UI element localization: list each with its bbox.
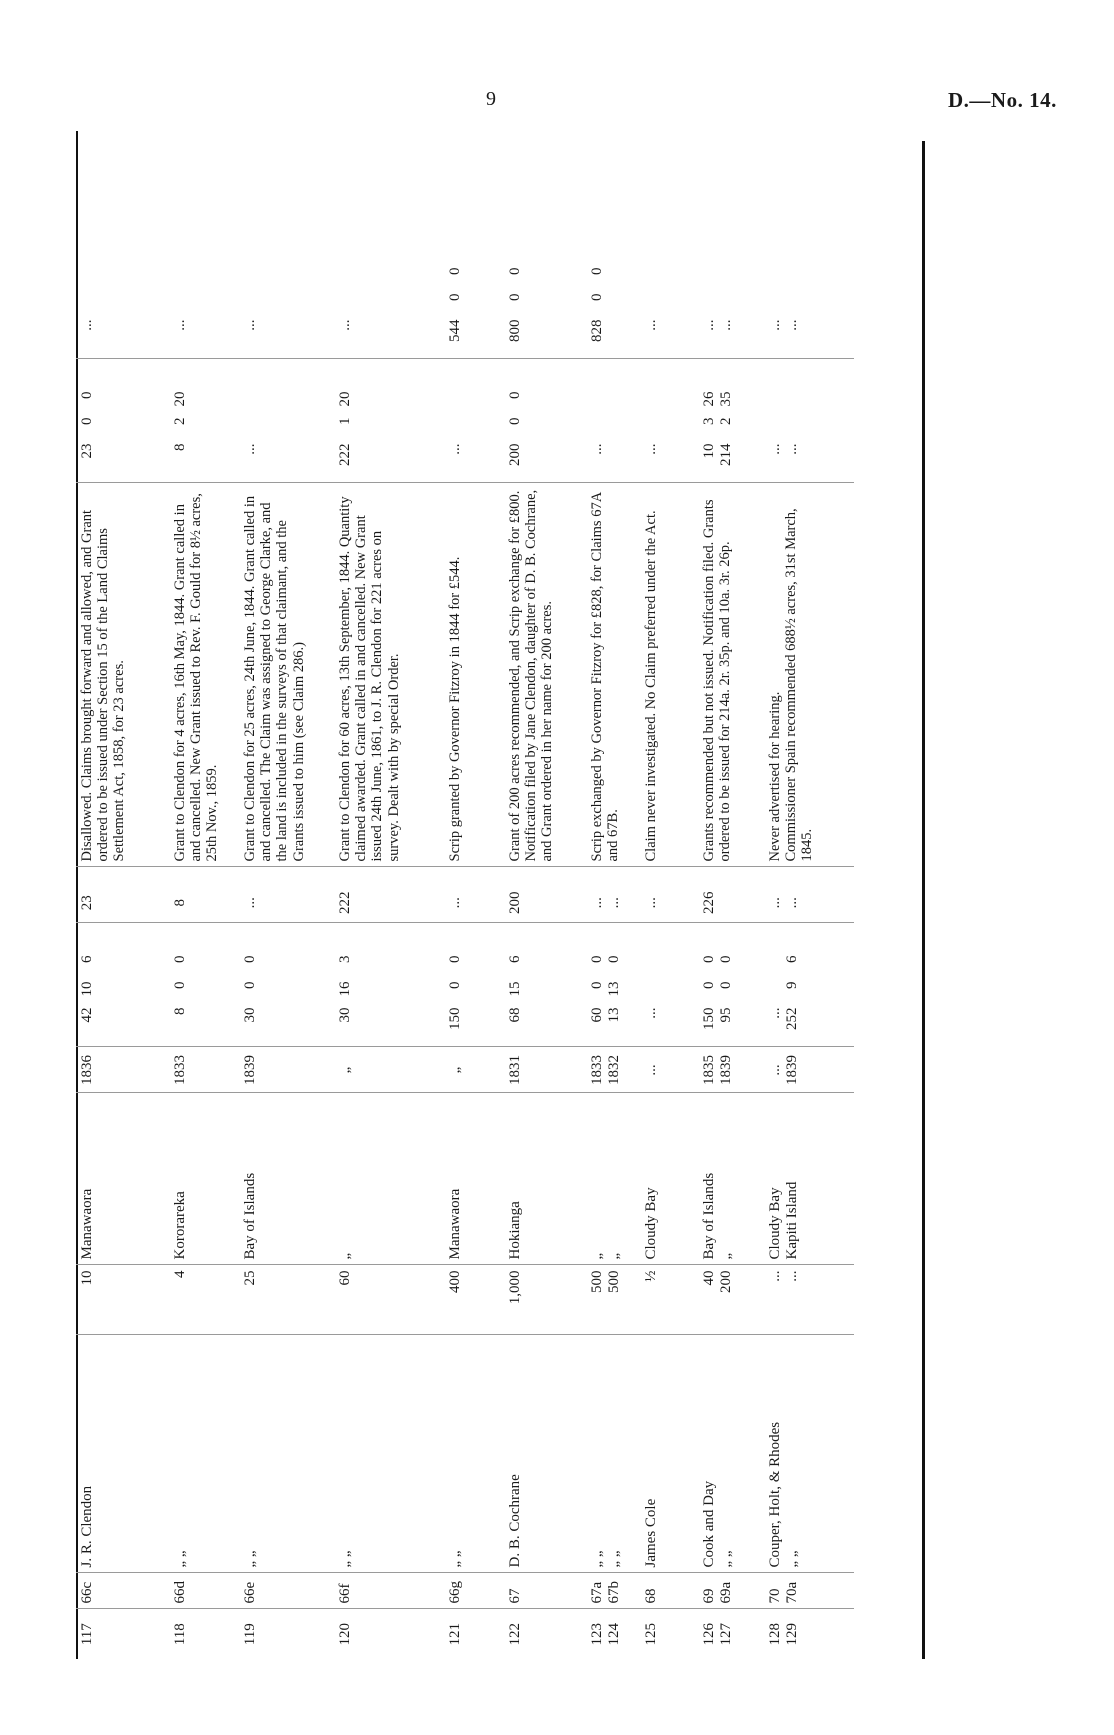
claim-remarks bbox=[76, 483, 169, 867]
scrip-value bbox=[239, 201, 334, 359]
brace-gap bbox=[764, 867, 854, 883]
claim-number bbox=[698, 1573, 764, 1609]
claim-remarks bbox=[239, 483, 334, 867]
claim-row bbox=[764, 131, 854, 1659]
acres-claimed-text: 10 bbox=[79, 1270, 95, 1286]
surveyed-area-p: 0 bbox=[79, 391, 95, 399]
row-number-text: 120 bbox=[337, 1623, 353, 1646]
scrip-value bbox=[698, 201, 764, 359]
surveyed-area-r: 1 bbox=[337, 417, 353, 425]
claimant-name-text: D. B. Cochrane bbox=[507, 1474, 523, 1568]
acres-claimed-text: 40 200 bbox=[701, 1270, 735, 1293]
scrip-value-s: 0 bbox=[447, 293, 463, 301]
claim-number-text: 66d bbox=[172, 1581, 188, 1604]
claim-remarks-text: Claim never investigated. No Claim preferred under the Act. bbox=[643, 510, 659, 862]
purchase-value bbox=[764, 923, 854, 1047]
acres-awarded bbox=[698, 883, 764, 923]
purchase-year-text: „ bbox=[447, 1066, 463, 1074]
trailing-gap bbox=[169, 131, 239, 201]
surveyed-area-a: 10 214 bbox=[701, 443, 735, 466]
claim-row bbox=[334, 131, 444, 1659]
purchase-value-s: 15 bbox=[507, 981, 523, 997]
claim-place bbox=[169, 1093, 239, 1265]
claim-remarks bbox=[640, 483, 698, 867]
acres-awarded-text: ... ... bbox=[767, 897, 801, 909]
acres-awarded bbox=[764, 883, 854, 923]
purchase-year bbox=[334, 1047, 444, 1093]
claimant-name bbox=[444, 1335, 504, 1573]
acres-claimed bbox=[169, 1265, 239, 1335]
claim-number bbox=[169, 1573, 239, 1609]
claim-row bbox=[169, 131, 239, 1659]
purchase-year-text: ... bbox=[643, 1064, 659, 1076]
acres-awarded bbox=[504, 883, 586, 923]
purchase-value-l: ... 252 bbox=[767, 1007, 801, 1030]
claim-number bbox=[444, 1573, 504, 1609]
scrip-value bbox=[169, 201, 239, 359]
claim-place-text: „ „ bbox=[589, 1252, 623, 1260]
purchase-value-l: 150 bbox=[447, 1007, 463, 1030]
purchase-value bbox=[586, 923, 640, 1047]
claim-remarks bbox=[698, 483, 764, 867]
purchase-value-s: 0 13 bbox=[589, 981, 623, 997]
row-number bbox=[640, 1609, 698, 1659]
claim-place bbox=[444, 1093, 504, 1265]
scrip-value bbox=[334, 201, 444, 359]
purchase-value-d: 3 bbox=[337, 955, 353, 963]
acres-awarded bbox=[640, 883, 698, 923]
scrip-value-l: ... ... bbox=[767, 319, 801, 331]
claim-row bbox=[698, 131, 764, 1659]
claim-remarks bbox=[169, 483, 239, 867]
acres-awarded-text: 8 bbox=[172, 899, 188, 907]
claim-place bbox=[504, 1093, 586, 1265]
purchase-value-l: 30 bbox=[242, 1007, 258, 1023]
surveyed-area-r: 0 bbox=[507, 417, 523, 425]
row-number-text: 118 bbox=[172, 1623, 188, 1646]
claim-place bbox=[764, 1093, 854, 1265]
claimant-name bbox=[504, 1335, 586, 1573]
row-number-text: 122 bbox=[507, 1623, 523, 1646]
surveyed-area bbox=[698, 359, 764, 483]
claim-place bbox=[640, 1093, 698, 1265]
purchase-year bbox=[640, 1047, 698, 1093]
acres-awarded bbox=[239, 883, 334, 923]
trailing-gap bbox=[76, 131, 169, 201]
purchase-value-l: 8 bbox=[172, 1007, 188, 1015]
claim-remarks-text: Grant to Clendon for 4 acres, 16th May, 1844. Grant called in and cancelled. New Grant issued to Rev. F. Gould for 8½ acres, 25th Nov., 1859. bbox=[172, 493, 221, 862]
surveyed-area-a: 8 bbox=[172, 443, 188, 451]
brace-gap bbox=[444, 867, 504, 883]
surveyed-area bbox=[764, 359, 854, 483]
claim-place-text: Bay of Islands „ bbox=[701, 1172, 735, 1260]
scrip-value-d: 0 bbox=[589, 267, 605, 275]
claim-place-text: Manawaora bbox=[447, 1188, 463, 1260]
acres-awarded-text: 23 bbox=[79, 895, 95, 911]
scrip-value-l: ... bbox=[242, 319, 258, 331]
row-number bbox=[239, 1609, 334, 1659]
claimant-name-text: „ „ bbox=[172, 1550, 188, 1568]
acres-claimed-text: 500 500 bbox=[589, 1270, 623, 1293]
claim-remarks-text: Grant to Clendon for 25 acres, 24th June, 1844. Grant called in and cancelled. The Claim was assigned to George Clarke, and the land is included in the surveys of that claimant, and the Grants issued to him (see Claim 286.) bbox=[242, 495, 307, 862]
claim-remarks bbox=[334, 483, 444, 867]
purchase-value-d: 6 bbox=[507, 955, 523, 963]
claim-number-text: 67 bbox=[507, 1588, 523, 1604]
row-number bbox=[504, 1609, 586, 1659]
scrip-value bbox=[76, 201, 169, 359]
purchase-value bbox=[239, 923, 334, 1047]
purchase-year-text: 1831 bbox=[507, 1055, 523, 1085]
scrip-value-s: 0 bbox=[589, 293, 605, 301]
brace-gap bbox=[334, 867, 444, 883]
row-number bbox=[444, 1609, 504, 1659]
purchase-value bbox=[640, 923, 698, 1047]
claim-remarks-text: Scrip granted by Governor Fitzroy in 1844 for £544. bbox=[447, 556, 463, 862]
surveyed-area bbox=[444, 359, 504, 483]
claim-remarks bbox=[586, 483, 640, 867]
claim-place-text: Hokianga bbox=[507, 1201, 523, 1260]
trailing-gap bbox=[698, 131, 764, 201]
claim-number-text: 67a 67b bbox=[589, 1581, 623, 1604]
purchase-value-l: ... bbox=[643, 1007, 659, 1019]
claim-remarks bbox=[504, 483, 586, 867]
claim-place bbox=[239, 1093, 334, 1265]
purchase-value bbox=[334, 923, 444, 1047]
purchase-value-s: 0 bbox=[447, 981, 463, 989]
acres-awarded bbox=[76, 883, 169, 923]
claimant-name bbox=[76, 1335, 169, 1573]
purchase-value-d: 0 0 bbox=[589, 955, 623, 963]
surveyed-area bbox=[169, 359, 239, 483]
purchase-year bbox=[504, 1047, 586, 1093]
claimant-name-text: James Cole bbox=[643, 1498, 659, 1568]
land-claims-ledger bbox=[76, 131, 928, 1659]
brace-gap bbox=[586, 867, 640, 883]
claim-place-text: Cloudy Bay Kapiti Island bbox=[767, 1181, 801, 1260]
surveyed-area-p: 20 bbox=[337, 391, 353, 407]
claim-row bbox=[239, 131, 334, 1659]
purchase-value bbox=[169, 923, 239, 1047]
scrip-value-d: 0 bbox=[507, 267, 523, 275]
scrip-value bbox=[640, 201, 698, 359]
claimant-name-text: J. R. Clendon bbox=[79, 1485, 95, 1568]
claim-number-text: 69 69a bbox=[701, 1581, 735, 1604]
surveyed-area bbox=[239, 359, 334, 483]
purchase-value-l: 30 bbox=[337, 1007, 353, 1023]
purchase-year bbox=[444, 1047, 504, 1093]
scrip-value-l: 828 bbox=[589, 319, 605, 342]
claimant-name-text: „ „ bbox=[242, 1550, 258, 1568]
claim-number bbox=[764, 1573, 854, 1609]
claimant-name bbox=[586, 1335, 640, 1573]
purchase-value-s: 10 bbox=[79, 981, 95, 997]
acres-claimed bbox=[444, 1265, 504, 1335]
row-number bbox=[169, 1609, 239, 1659]
acres-claimed-text: ... ... bbox=[767, 1270, 801, 1282]
purchase-value-s: 9 bbox=[784, 981, 801, 989]
acres-claimed bbox=[504, 1265, 586, 1335]
scrip-value-l: 544 bbox=[447, 319, 463, 342]
ledger-table bbox=[76, 131, 854, 1659]
purchase-value-l: 60 13 bbox=[589, 1007, 623, 1023]
claimant-name bbox=[239, 1335, 334, 1573]
row-number-text: 126 127 bbox=[701, 1623, 735, 1646]
surveyed-area bbox=[334, 359, 444, 483]
claim-number-text: 66e bbox=[242, 1581, 258, 1604]
trailing-gap bbox=[239, 131, 334, 201]
purchase-value-s: 0 bbox=[242, 981, 258, 989]
surveyed-area bbox=[640, 359, 698, 483]
purchase-year bbox=[764, 1047, 854, 1093]
row-number bbox=[76, 1609, 169, 1659]
purchase-year-text: „ bbox=[337, 1066, 353, 1074]
acres-claimed bbox=[586, 1265, 640, 1335]
purchase-value bbox=[698, 923, 764, 1047]
surveyed-area-p: 0 bbox=[507, 391, 523, 399]
acres-claimed bbox=[76, 1265, 169, 1335]
brace-gap bbox=[504, 867, 586, 883]
acres-claimed-text: 400 bbox=[447, 1270, 463, 1293]
acres-awarded bbox=[586, 883, 640, 923]
purchase-year-text: 1839 bbox=[242, 1055, 258, 1085]
claim-number bbox=[640, 1573, 698, 1609]
scrip-value-l: 800 bbox=[507, 319, 523, 342]
surveyed-area-r: 3 2 bbox=[701, 417, 735, 425]
claim-row bbox=[586, 131, 640, 1659]
claimant-name-text: „ „ „ „ bbox=[589, 1550, 623, 1568]
claim-number-text: 70 70a bbox=[767, 1581, 801, 1604]
brace-gap bbox=[640, 867, 698, 883]
purchase-value-s: 0 0 bbox=[701, 981, 735, 989]
acres-claimed bbox=[334, 1265, 444, 1335]
claim-remarks-text: Never advertised for hearing. Commissioner Spain recommended 688½ acres, 31st March, 1845. bbox=[767, 508, 816, 862]
claimant-name-text: „ „ bbox=[337, 1550, 353, 1568]
ledger-body bbox=[76, 131, 854, 1659]
claim-remarks bbox=[764, 483, 854, 867]
acres-claimed bbox=[698, 1265, 764, 1335]
claim-place bbox=[76, 1093, 169, 1265]
trailing-gap bbox=[444, 131, 504, 201]
trailing-gap bbox=[334, 131, 444, 201]
purchase-value-d: 6 bbox=[784, 955, 801, 963]
acres-claimed-text: ½ bbox=[643, 1270, 659, 1282]
brace-gap bbox=[169, 867, 239, 883]
purchase-year bbox=[586, 1047, 640, 1093]
scrip-value-l: ... bbox=[643, 319, 659, 331]
acres-claimed bbox=[640, 1265, 698, 1335]
document-reference: D.—No. 14. bbox=[948, 88, 1057, 112]
purchase-value bbox=[76, 923, 169, 1047]
purchase-value-d: 0 bbox=[172, 955, 188, 963]
purchase-value-l: 68 bbox=[507, 1007, 523, 1023]
surveyed-area-a: 222 bbox=[337, 443, 353, 466]
claim-remarks-text: Grant of 200 acres recommended, and Scrip exchange for £800. Notification filed by Jane Clendon, daughter of D. B. Cochrane, and Grant ordered in her name for 200 acres. bbox=[507, 489, 556, 862]
claimant-name bbox=[334, 1335, 444, 1573]
acres-awarded-text: 222 bbox=[337, 891, 353, 914]
purchase-value-d: 6 bbox=[79, 955, 95, 963]
acres-claimed-text: 60 bbox=[337, 1270, 353, 1286]
purchase-value bbox=[444, 923, 504, 1047]
scrip-value-l: ... bbox=[337, 319, 353, 331]
surveyed-area-a: ... bbox=[589, 443, 605, 455]
row-number-text: 128 129 bbox=[767, 1623, 801, 1646]
claim-row bbox=[76, 131, 169, 1659]
acres-awarded bbox=[444, 883, 504, 923]
claim-place-text: „ bbox=[337, 1252, 353, 1260]
trailing-gap bbox=[640, 131, 698, 201]
row-number bbox=[334, 1609, 444, 1659]
claim-place-text: Manawaora bbox=[79, 1188, 95, 1260]
claim-remarks-text: Scrip exchanged by Governor Fitzroy for £828, for Claims 67A and 67B. bbox=[589, 492, 622, 862]
row-number-text: 123 124 bbox=[589, 1623, 623, 1646]
claimant-name bbox=[169, 1335, 239, 1573]
claim-number-text: 68 bbox=[643, 1588, 659, 1604]
scrip-value bbox=[586, 201, 640, 359]
acres-awarded-text: ... bbox=[242, 897, 258, 909]
trailing-gap bbox=[504, 131, 586, 201]
row-number bbox=[698, 1609, 764, 1659]
scrip-value-l: ... bbox=[172, 319, 188, 331]
acres-awarded-text: 200 bbox=[507, 891, 523, 914]
claim-number-text: 66c bbox=[79, 1581, 95, 1604]
claim-row bbox=[504, 131, 586, 1659]
purchase-value-l: 42 bbox=[79, 1007, 95, 1023]
acres-awarded-text: ... bbox=[643, 897, 659, 909]
acres-claimed bbox=[239, 1265, 334, 1335]
claim-row bbox=[444, 131, 504, 1659]
claim-number bbox=[586, 1573, 640, 1609]
surveyed-area-a: 23 bbox=[79, 443, 95, 459]
acres-awarded bbox=[334, 883, 444, 923]
trailing-gap bbox=[586, 131, 640, 201]
acres-claimed-text: 1,000 bbox=[507, 1270, 523, 1305]
claimant-name-text: „ „ bbox=[447, 1550, 463, 1568]
surveyed-area-r: 2 bbox=[172, 417, 188, 425]
claim-remarks-text: Disallowed. Claims brought forward and allowed, and Grant ordered to be issued under Section 15 of the Land Claims Settlement Act, 1858, for 23 acres. bbox=[79, 509, 128, 862]
brace-gap bbox=[239, 867, 334, 883]
claim-number-text: 66g bbox=[447, 1581, 463, 1604]
claim-place bbox=[698, 1093, 764, 1265]
surveyed-area-p: 20 bbox=[172, 391, 188, 407]
purchase-value-s: 0 bbox=[172, 981, 188, 989]
claim-place bbox=[586, 1093, 640, 1265]
acres-claimed-text: 4 bbox=[172, 1270, 188, 1278]
purchase-year-text: 1836 bbox=[79, 1055, 95, 1085]
surveyed-area-p: 26 35 bbox=[701, 391, 735, 407]
claim-place-text: Bay of Islands bbox=[242, 1172, 258, 1260]
scrip-value bbox=[764, 201, 854, 359]
surveyed-area-a: 200 bbox=[507, 443, 523, 466]
row-number-text: 117 bbox=[79, 1623, 95, 1646]
scrip-value bbox=[444, 201, 504, 359]
scrip-value bbox=[504, 201, 586, 359]
claim-number bbox=[504, 1573, 586, 1609]
claim-place-text: Kororareka bbox=[172, 1191, 188, 1260]
surveyed-area bbox=[586, 359, 640, 483]
claimant-name bbox=[764, 1335, 854, 1573]
scrip-value-d: 0 bbox=[447, 267, 463, 275]
purchase-value-s: 16 bbox=[337, 981, 353, 997]
claimant-name bbox=[698, 1335, 764, 1573]
surveyed-area-a: ... bbox=[643, 443, 659, 455]
ledger-wrapper bbox=[76, 131, 928, 1659]
claim-row bbox=[640, 131, 698, 1659]
purchase-year bbox=[239, 1047, 334, 1093]
purchase-year bbox=[169, 1047, 239, 1093]
surveyed-area-r: 0 bbox=[79, 417, 95, 425]
brace-gap bbox=[698, 867, 764, 883]
purchase-year bbox=[76, 1047, 169, 1093]
acres-awarded-text: ... bbox=[447, 897, 463, 909]
surveyed-area-a: ... bbox=[447, 443, 463, 455]
purchase-year bbox=[698, 1047, 764, 1093]
row-number-text: 121 bbox=[447, 1623, 463, 1646]
surveyed-area-a: ... ... bbox=[767, 443, 801, 455]
scrip-value-l: ... bbox=[79, 319, 95, 331]
claim-remarks bbox=[444, 483, 504, 867]
claim-remarks-text: Grants recommended but not issued. Notification filed. Grants ordered to be issued for 214a. 2r. 35p. and 10a. 3r. 26p. bbox=[701, 499, 734, 862]
claimant-name-text: Couper, Holt, & Rhodes „ „ bbox=[767, 1421, 801, 1568]
purchase-value-l: 150 95 bbox=[701, 1007, 735, 1030]
claimant-name-text: Cook and Day „ „ bbox=[701, 1480, 735, 1568]
claim-number-text: 66f bbox=[337, 1583, 353, 1604]
claim-number bbox=[76, 1573, 169, 1609]
row-number bbox=[586, 1609, 640, 1659]
purchase-value bbox=[504, 923, 586, 1047]
scrip-value-l: ... ... bbox=[701, 319, 735, 331]
scrip-value-s: 0 bbox=[507, 293, 523, 301]
acres-claimed bbox=[764, 1265, 854, 1335]
trailing-gap bbox=[764, 131, 854, 201]
claim-place bbox=[334, 1093, 444, 1265]
claim-number bbox=[239, 1573, 334, 1609]
purchase-year-text: 1833 1832 bbox=[589, 1055, 623, 1085]
acres-awarded bbox=[169, 883, 239, 923]
purchase-year-text: 1835 1839 bbox=[701, 1055, 735, 1085]
claimant-name bbox=[640, 1335, 698, 1573]
purchase-value-d: 0 bbox=[447, 955, 463, 963]
purchase-value-d: 0 bbox=[242, 955, 258, 963]
purchase-year-text: 1833 bbox=[172, 1055, 188, 1085]
claim-remarks-text: Grant to Clendon for 60 acres, 13th September, 1844. Quantity claimed awarded. Grant called in and cancelled. New Grant issued 24th June, 1861, to J. R. Clendon for 221 acres on survey. Dealt with by special Order. bbox=[337, 496, 402, 862]
claim-number bbox=[334, 1573, 444, 1609]
surveyed-area bbox=[504, 359, 586, 483]
row-number-text: 125 bbox=[643, 1623, 659, 1646]
brace-gap bbox=[76, 867, 169, 883]
claim-place-text: Cloudy Bay bbox=[643, 1187, 659, 1260]
acres-awarded-text: 226 bbox=[701, 891, 717, 914]
surveyed-area bbox=[76, 359, 169, 483]
acres-awarded-text: ... ... bbox=[589, 897, 623, 909]
page-number: 9 bbox=[486, 88, 496, 110]
acres-claimed-text: 25 bbox=[242, 1270, 258, 1286]
purchase-year-text: ... 1839 bbox=[767, 1055, 801, 1085]
surveyed-area-a: ... bbox=[242, 443, 258, 455]
row-number-text: 119 bbox=[242, 1623, 258, 1646]
purchase-value-d: 0 0 bbox=[701, 955, 735, 963]
row-number bbox=[764, 1609, 854, 1659]
